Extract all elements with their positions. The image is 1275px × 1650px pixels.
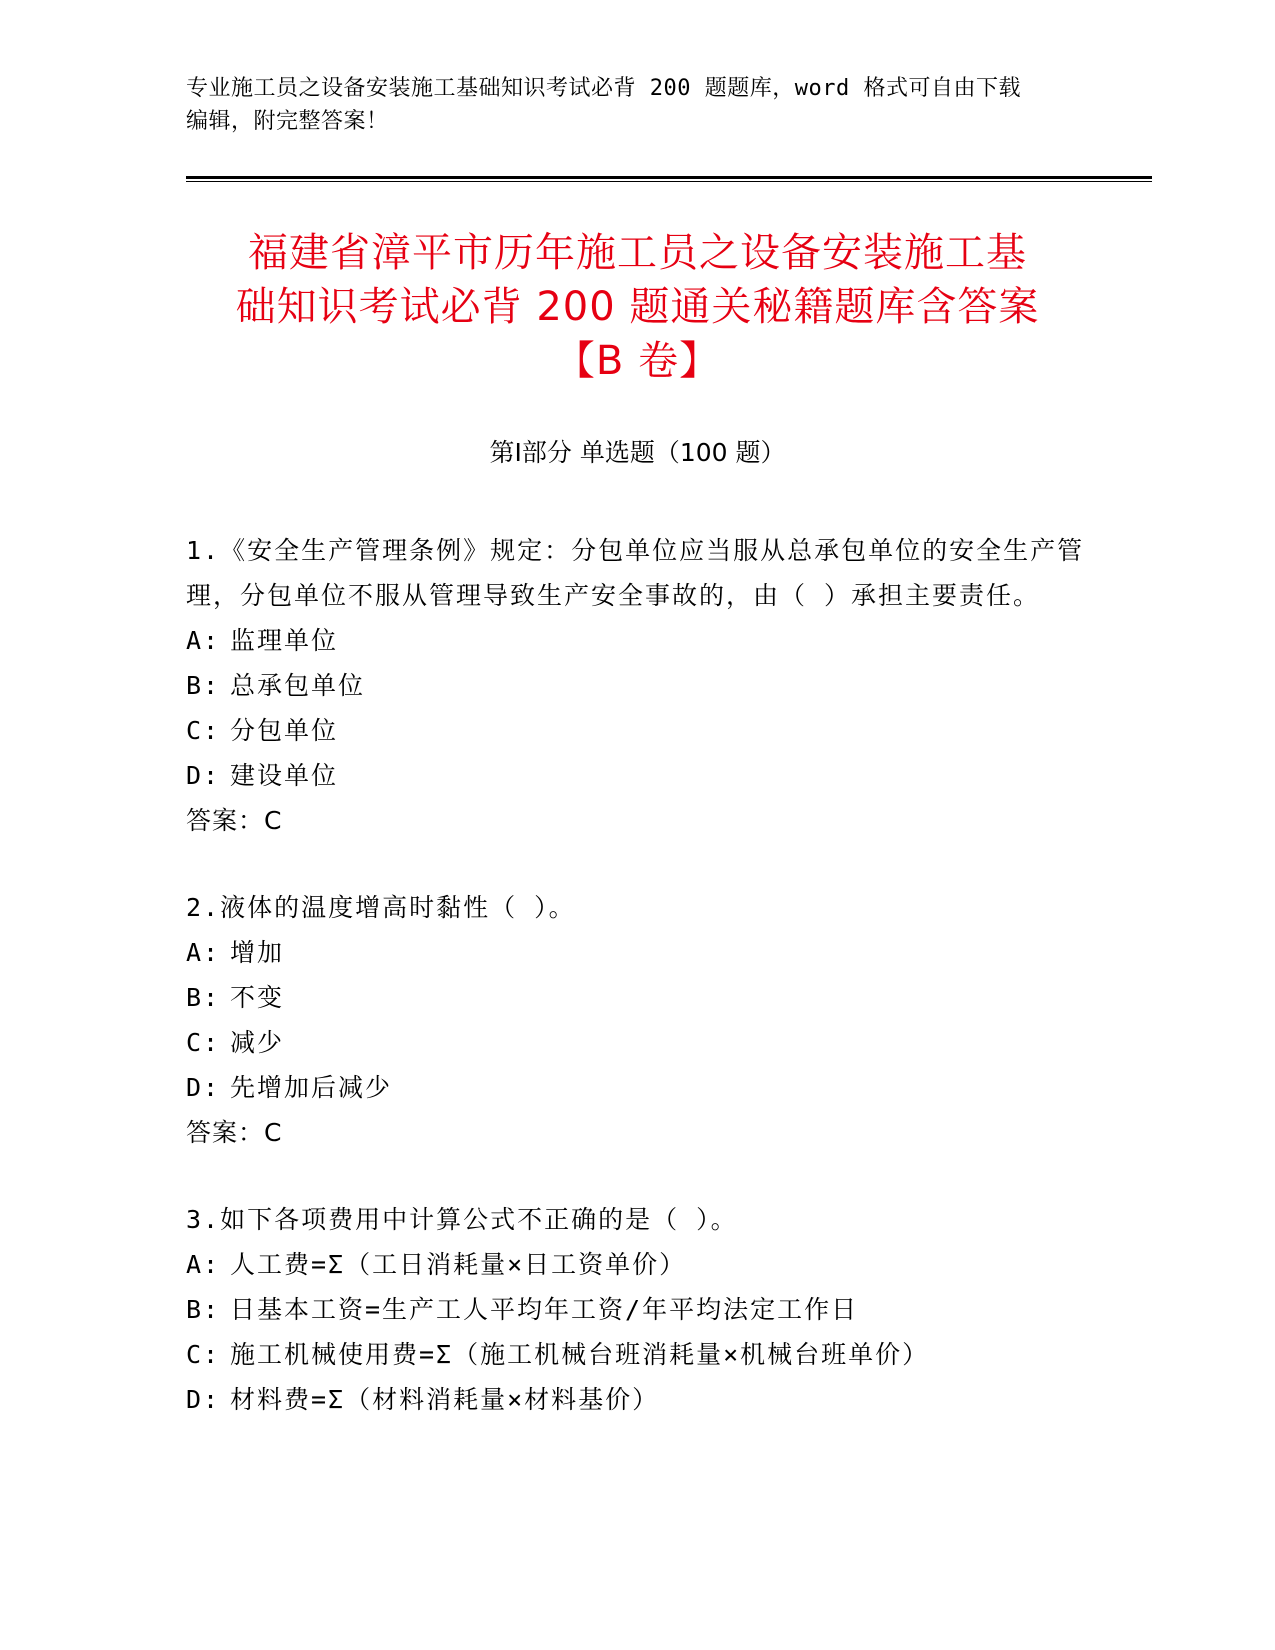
question-stem: 3.如下各项费用中计算公式不正确的是（ ）。: [186, 1205, 738, 1234]
option-text: 先增加后减少: [230, 1073, 393, 1102]
question-2: [186, 885, 1086, 1155]
question-list: [186, 528, 1086, 1464]
option-text: 总承包单位: [230, 671, 366, 700]
option-d: [186, 1377, 1086, 1422]
title-line-2: 础知识考试必背 200 题通关秘籍题库含答案: [235, 284, 1040, 330]
title-line-3: 【B 卷】: [554, 338, 721, 384]
section-title: 第Ⅰ部分 单选题（100 题）: [489, 438, 786, 467]
option-text: 人工费=Σ（工日消耗量×日工资单价）: [230, 1250, 687, 1279]
question-1: [186, 528, 1086, 843]
option-text: 施工机械使用费=Σ（施工机械台班消耗量×机械台班单价）: [230, 1340, 930, 1369]
option-c: [186, 1020, 1086, 1065]
option-text: 建设单位: [230, 761, 339, 790]
document-title: [160, 226, 1115, 388]
option-d: [186, 753, 1086, 798]
option-a: [186, 1242, 1086, 1287]
option-c: [186, 1332, 1086, 1377]
header-divider-thin: [186, 181, 1152, 182]
question-stem: 1.《安全生产管理条例》规定：分包单位应当服从总承包单位的安全生产管理，分包单位不服从管理导致生产安全事故的，由（ ）承担主要责任。: [186, 536, 1085, 610]
option-a: [186, 618, 1086, 663]
option-a: [186, 930, 1086, 975]
answer-label: 答案：C: [186, 1118, 283, 1147]
header-line-1: 专业施工员之设备安装施工基础知识考试必背 200 题题库，word 格式可自由下载: [186, 76, 1021, 101]
option-text: 日基本工资=生产工人平均年工资/年平均法定工作日: [230, 1295, 859, 1324]
option-key: D:: [186, 1385, 221, 1414]
option-text: 增加: [230, 938, 285, 967]
option-key: A:: [186, 1250, 221, 1279]
option-b: [186, 663, 1086, 708]
option-key: C:: [186, 716, 221, 745]
question-stem: 2.液体的温度增高时黏性（ ）。: [186, 893, 576, 922]
option-key: B:: [186, 1295, 221, 1324]
option-d: [186, 1065, 1086, 1110]
option-text: 分包单位: [230, 716, 339, 745]
option-c: [186, 708, 1086, 753]
option-text: 材料费=Σ（材料消耗量×材料基价）: [230, 1385, 660, 1414]
page-header: [186, 72, 1066, 138]
option-text: 监理单位: [230, 626, 339, 655]
option-b: [186, 1287, 1086, 1332]
option-text: 减少: [230, 1028, 285, 1057]
option-key: B:: [186, 671, 221, 700]
option-key: A:: [186, 626, 221, 655]
option-key: C:: [186, 1340, 221, 1369]
option-key: D:: [186, 761, 221, 790]
option-b: [186, 975, 1086, 1020]
option-key: B:: [186, 983, 221, 1012]
option-key: C:: [186, 1028, 221, 1057]
option-text: 不变: [230, 983, 285, 1012]
question-3: [186, 1197, 1086, 1422]
title-line-1: 福建省漳平市历年施工员之设备安装施工基: [248, 230, 1027, 276]
option-key: D:: [186, 1073, 221, 1102]
option-key: A:: [186, 938, 221, 967]
header-divider-thick: [186, 176, 1152, 179]
answer-label: 答案：C: [186, 806, 283, 835]
header-line-2: 编辑，附完整答案！: [186, 109, 389, 134]
